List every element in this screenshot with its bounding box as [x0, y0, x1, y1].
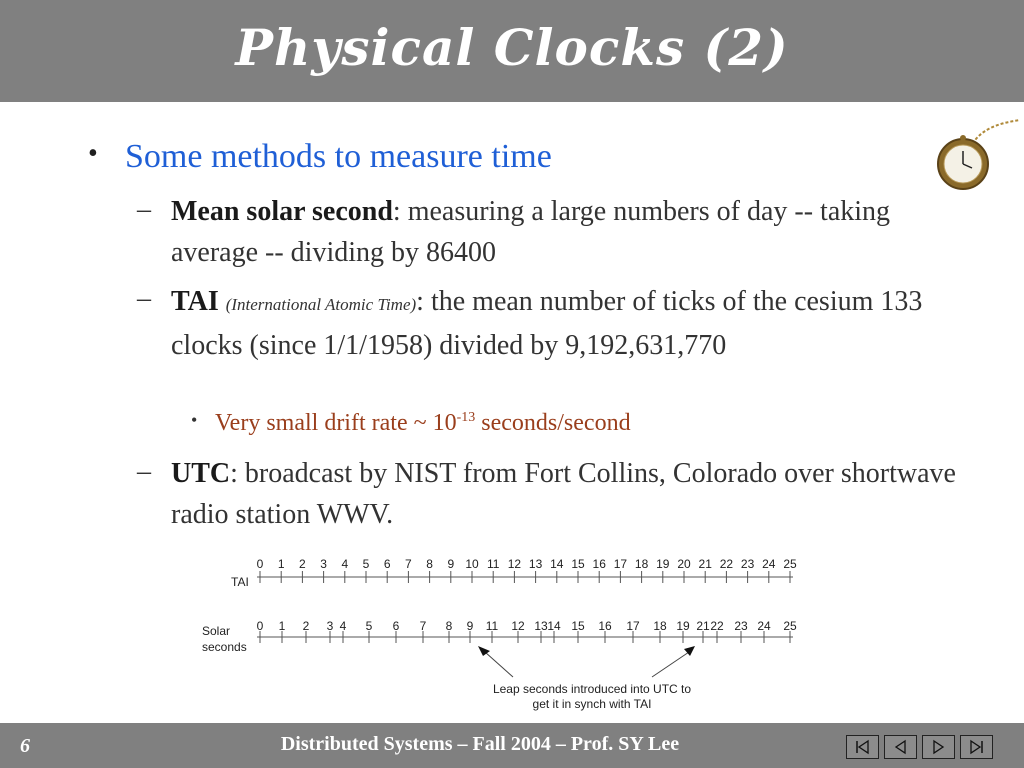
leap-annotation-line2: get it in synch with TAI: [532, 697, 652, 711]
mean-solar-second-item: [171, 191, 961, 273]
tai-tick-label: 6: [383, 557, 391, 571]
tai-tick-label: 12: [507, 557, 522, 571]
tai-vs-solar-diagram: [195, 548, 815, 718]
slide-title: Physical Clocks (2): [235, 18, 789, 77]
term-utc: UTC: [171, 458, 231, 489]
tai-tick-label: 17: [613, 557, 628, 571]
leap-arrow-right: [652, 652, 689, 677]
solar-tick-label: 14: [547, 619, 561, 633]
solar-tick-label: 23: [734, 619, 748, 633]
dash-glyph: –: [137, 456, 151, 487]
tai-tick-label: 8: [426, 557, 433, 571]
tai-tick-label: 13: [528, 557, 543, 571]
tai-tick-label: 0: [256, 557, 264, 571]
tai-tick-label: 22: [719, 557, 734, 571]
tai-tick-label: 24: [762, 557, 776, 571]
tai-tick-label: 25: [783, 557, 797, 571]
tai-tick-label: 15: [571, 557, 585, 571]
drift-suffix: seconds/second: [475, 410, 631, 436]
utc-text: : broadcast by NIST from Fort Collins, Colorado over shortwave radio station WWV.: [171, 458, 956, 530]
tai-text: : the mean number of ticks of the cesium 133 clocks (since 1/1/1958) divided by 9,192,631,770: [171, 286, 923, 361]
tai-tick-label: 4: [341, 557, 349, 571]
term-tai: TAI: [171, 286, 219, 317]
tai-tick-label: 10: [465, 557, 479, 571]
last-slide-button[interactable]: [960, 735, 993, 759]
solar-tick-label: 0: [256, 619, 264, 633]
term-mean-solar-second: Mean solar second: [171, 196, 393, 227]
previous-slide-icon: [885, 736, 916, 758]
solar-tick-label: 16: [598, 619, 612, 633]
tai-tick-label: 1: [277, 557, 285, 571]
drift-prefix: Very small drift rate ~ 10: [215, 410, 457, 436]
mean-solar-second-text: : measuring a large numbers of day -- taking average -- dividing by 86400: [171, 196, 891, 268]
solar-tick-label: 2: [302, 619, 310, 633]
solar-tick-label: 17: [626, 619, 640, 633]
drift-exponent: -13: [456, 410, 476, 425]
last-slide-icon: [961, 736, 992, 758]
solar-tick-label: 11: [485, 619, 499, 633]
solar-tick-label: 6: [392, 619, 400, 633]
solar-tick-label: 5: [365, 619, 373, 633]
footer-text: Distributed Systems – Fall 2004 – Prof. SY Lee: [280, 733, 680, 755]
solar-tick-label: 12: [511, 619, 525, 633]
tai-item: [171, 281, 961, 366]
page-number: 6: [20, 735, 30, 757]
tai-tick-label: 3: [320, 557, 327, 571]
first-slide-icon: [847, 736, 878, 758]
tai-tick-label: 9: [447, 557, 455, 571]
utc-item: [171, 453, 961, 535]
solar-tick-label: 1: [278, 619, 286, 633]
next-slide-button[interactable]: [922, 735, 955, 759]
dash-glyph: –: [137, 194, 151, 225]
solar-label-line1: Solar: [202, 624, 231, 638]
solar-tick-label: 13: [534, 619, 548, 633]
previous-slide-button[interactable]: [884, 735, 917, 759]
solar-tick-label: 3: [326, 619, 334, 633]
tai-tick-label: 19: [656, 557, 670, 571]
solar-tick-label: 24: [757, 619, 771, 633]
pocket-watch-icon: [930, 118, 1024, 198]
tai-tick-label: 20: [677, 557, 691, 571]
tai-tick-label: 7: [405, 557, 412, 571]
first-slide-button[interactable]: [846, 735, 879, 759]
solar-tick-label: 8: [445, 619, 453, 633]
solar-label-line2: seconds: [202, 640, 247, 654]
solar-tick-label: 19: [676, 619, 690, 633]
tai-tick-label: 11: [486, 557, 500, 571]
solar-tick-label: 21: [696, 619, 710, 633]
tai-tick-label: 2: [299, 557, 306, 571]
solar-tick-label: 15: [571, 619, 585, 633]
bullet-glyph: •: [88, 138, 98, 169]
tai-tick-label: 23: [740, 557, 755, 571]
tai-tick-label: 14: [550, 557, 564, 571]
tai-tick-label: 21: [698, 557, 712, 571]
dash-glyph: –: [137, 283, 151, 314]
tai-tick-label: 16: [592, 557, 606, 571]
tai-tick-label: 18: [634, 557, 649, 571]
tai-note: (International Atomic Time): [225, 295, 417, 314]
leap-annotation-line1: Leap seconds introduced into UTC to: [492, 682, 692, 696]
solar-tick-label: 4: [339, 619, 347, 633]
tai-label: TAI: [231, 575, 249, 589]
next-slide-icon: [923, 736, 954, 758]
solar-tick-label: 7: [419, 619, 427, 633]
tai-tick-label: 5: [362, 557, 370, 571]
leap-arrow-left: [485, 652, 513, 677]
solar-tick-label: 18: [653, 619, 667, 633]
solar-tick-label: 22: [710, 619, 724, 633]
bullet-glyph: •: [191, 410, 198, 430]
solar-tick-label: 25: [783, 619, 797, 633]
solar-tick-group: [257, 619, 797, 643]
tai-tick-group: [257, 557, 797, 583]
main-bullet-text: Some methods to measure time: [125, 138, 552, 175]
solar-tick-label: 9: [466, 619, 474, 633]
